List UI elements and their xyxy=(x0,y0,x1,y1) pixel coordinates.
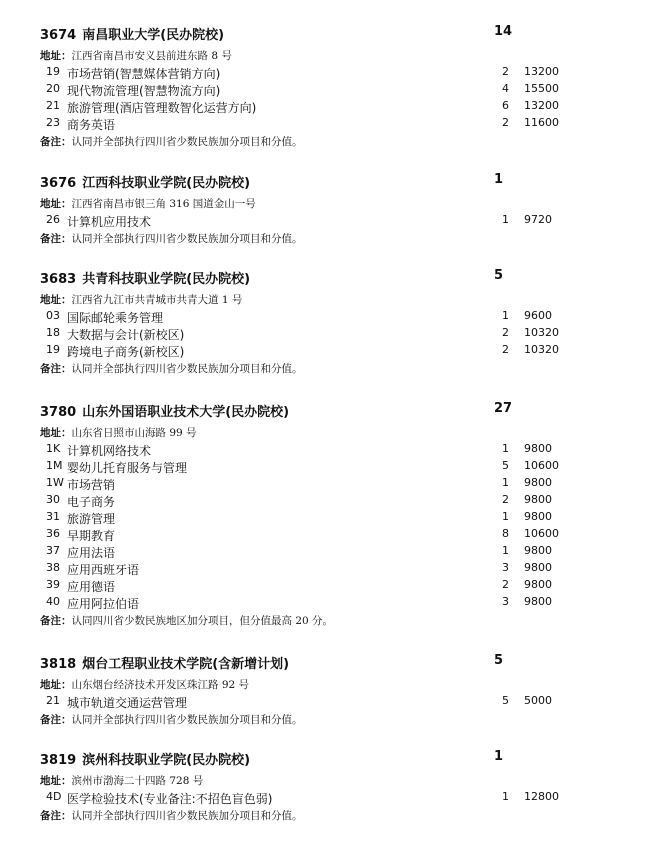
school-header xyxy=(40,401,289,419)
program-row xyxy=(0,459,663,476)
address-value: 山东烟台经济技术开发区珠江路 92 号 xyxy=(71,679,250,691)
program-row xyxy=(0,65,663,82)
school-code: 3819 xyxy=(40,753,77,768)
school-total: 5 xyxy=(494,268,504,283)
program-fee: 10320 xyxy=(524,326,559,339)
program-count: 6 xyxy=(502,99,509,112)
program-name: 市场营销(智慧媒体营销方向) xyxy=(67,67,221,81)
program-row xyxy=(0,595,663,612)
note-label: 备注： xyxy=(40,714,72,726)
program-code: 23 xyxy=(46,116,60,129)
program-code: 39 xyxy=(46,578,60,591)
program-name: 旅游管理 xyxy=(67,512,116,526)
note-label: 备注： xyxy=(40,136,72,148)
program-name: 跨境电子商务(新校区) xyxy=(67,345,185,359)
program-count: 1 xyxy=(502,309,509,322)
program-count: 3 xyxy=(502,595,509,608)
school-header xyxy=(40,24,224,42)
program-name: 城市轨道交通运营管理 xyxy=(67,696,188,710)
program-fee: 13200 xyxy=(524,65,559,78)
school-address xyxy=(40,425,197,440)
program-row xyxy=(0,493,663,510)
program-code: 21 xyxy=(46,99,60,112)
program-code: 19 xyxy=(46,65,60,78)
program-name: 应用德语 xyxy=(67,580,116,594)
program-count: 2 xyxy=(502,578,509,591)
program-fee: 9800 xyxy=(524,561,552,574)
school-code: 3676 xyxy=(40,176,77,191)
address-label: 地址： xyxy=(40,198,72,210)
program-name: 旅游管理(酒店管理数智化运营方向) xyxy=(67,101,257,115)
program-row xyxy=(0,213,663,230)
program-fee: 9800 xyxy=(524,578,552,591)
school-total: 14 xyxy=(494,24,513,39)
school-header xyxy=(40,653,289,671)
program-count: 1 xyxy=(502,476,509,489)
school-note xyxy=(40,134,303,149)
program-row xyxy=(0,790,663,807)
program-count: 8 xyxy=(502,527,509,540)
school-code: 3674 xyxy=(40,28,77,43)
address-label: 地址： xyxy=(40,775,72,787)
program-row xyxy=(0,99,663,116)
note-label: 备注： xyxy=(40,363,72,375)
program-code: 38 xyxy=(46,561,60,574)
note-value: 认同并全部执行四川省少数民族加分项目和分值。 xyxy=(71,363,303,375)
note-value: 认同并全部执行四川省少数民族加分项目和分值。 xyxy=(71,714,303,726)
program-name: 国际邮轮乘务管理 xyxy=(67,311,164,325)
school-note xyxy=(40,361,303,376)
program-name: 婴幼儿托育服务与管理 xyxy=(67,461,188,475)
program-name: 市场营销 xyxy=(67,478,116,492)
school-code: 3683 xyxy=(40,272,77,287)
program-row xyxy=(0,343,663,360)
school-address xyxy=(40,292,242,307)
program-name: 电子商务 xyxy=(67,495,116,509)
school-note xyxy=(40,712,303,727)
note-label: 备注： xyxy=(40,615,72,627)
school-name: 烟台工程职业技术学院(含新增计划) xyxy=(82,657,290,672)
program-count: 2 xyxy=(502,343,509,356)
address-value: 江西省九江市共青城市共青大道 1 号 xyxy=(71,294,243,306)
program-count: 5 xyxy=(502,694,509,707)
program-code: 03 xyxy=(46,309,60,322)
program-name: 大数据与会计(新校区) xyxy=(67,328,185,342)
program-code: 26 xyxy=(46,213,60,226)
school-total: 27 xyxy=(494,401,513,416)
program-fee: 13200 xyxy=(524,99,559,112)
note-label: 备注： xyxy=(40,810,72,822)
program-count: 1 xyxy=(502,790,509,803)
program-fee: 9800 xyxy=(524,476,552,489)
program-fee: 9800 xyxy=(524,442,552,455)
program-fee: 9800 xyxy=(524,595,552,608)
school-total: 1 xyxy=(494,749,504,764)
program-count: 4 xyxy=(502,82,509,95)
program-fee: 9720 xyxy=(524,213,552,226)
program-row xyxy=(0,578,663,595)
note-label: 备注： xyxy=(40,233,72,245)
program-code: 30 xyxy=(46,493,60,506)
program-code: 36 xyxy=(46,527,60,540)
school-header xyxy=(40,172,250,190)
school-total: 1 xyxy=(494,172,504,187)
address-label: 地址： xyxy=(40,427,72,439)
school-name: 滨州科技职业学院(民办院校) xyxy=(82,753,251,768)
note-value: 认同并全部执行四川省少数民族加分项目和分值。 xyxy=(71,233,303,245)
address-value: 滨州市渤海二十四路 728 号 xyxy=(71,775,204,787)
program-count: 2 xyxy=(502,116,509,129)
school-name: 江西科技职业学院(民办院校) xyxy=(82,176,251,191)
address-value: 山东省日照市山海路 99 号 xyxy=(71,427,197,439)
program-code: 19 xyxy=(46,343,60,356)
program-row xyxy=(0,326,663,343)
school-address xyxy=(40,48,232,63)
program-code: 4D xyxy=(46,790,62,803)
program-name: 应用西班牙语 xyxy=(67,563,140,577)
program-code: 1W xyxy=(46,476,64,489)
program-row xyxy=(0,544,663,561)
address-value: 江西省南昌市银三角 316 国道金山一号 xyxy=(71,198,256,210)
program-name: 应用阿拉伯语 xyxy=(67,597,140,611)
program-row xyxy=(0,442,663,459)
program-row xyxy=(0,476,663,493)
program-name: 医学检验技术(专业备注:不招色盲色弱) xyxy=(67,792,273,806)
school-total: 5 xyxy=(494,653,504,668)
program-code: 20 xyxy=(46,82,60,95)
program-code: 18 xyxy=(46,326,60,339)
school-note xyxy=(40,231,303,246)
program-fee: 9800 xyxy=(524,510,552,523)
school-header xyxy=(40,749,250,767)
address-label: 地址： xyxy=(40,294,72,306)
school-code: 3780 xyxy=(40,405,77,420)
school-note xyxy=(40,613,333,628)
program-fee: 11600 xyxy=(524,116,559,129)
note-value: 认同并全部执行四川省少数民族加分项目和分值。 xyxy=(71,136,303,148)
program-name: 应用法语 xyxy=(67,546,116,560)
program-count: 1 xyxy=(502,510,509,523)
address-value: 江西省南昌市安义县前进东路 8 号 xyxy=(71,50,232,62)
program-code: 1M xyxy=(46,459,63,472)
program-code: 40 xyxy=(46,595,60,608)
program-row xyxy=(0,82,663,99)
program-row xyxy=(0,116,663,133)
program-code: 21 xyxy=(46,694,60,707)
address-label: 地址： xyxy=(40,679,72,691)
program-code: 1K xyxy=(46,442,61,455)
school-name: 南昌职业大学(民办院校) xyxy=(82,28,225,43)
program-count: 1 xyxy=(502,442,509,455)
school-code: 3818 xyxy=(40,657,77,672)
program-count: 2 xyxy=(502,65,509,78)
school-address xyxy=(40,773,203,788)
program-row xyxy=(0,561,663,578)
school-address xyxy=(40,677,249,692)
note-value: 认同并全部执行四川省少数民族加分项目和分值。 xyxy=(71,810,303,822)
program-fee: 9800 xyxy=(524,544,552,557)
program-fee: 9800 xyxy=(524,493,552,506)
school-note xyxy=(40,808,303,823)
program-fee: 15500 xyxy=(524,82,559,95)
program-fee: 12800 xyxy=(524,790,559,803)
program-fee: 9600 xyxy=(524,309,552,322)
school-header xyxy=(40,268,250,286)
program-fee: 10600 xyxy=(524,527,559,540)
address-label: 地址： xyxy=(40,50,72,62)
program-count: 3 xyxy=(502,561,509,574)
program-count: 2 xyxy=(502,326,509,339)
school-name: 共青科技职业学院(民办院校) xyxy=(82,272,251,287)
program-count: 1 xyxy=(502,544,509,557)
program-row xyxy=(0,694,663,711)
program-row xyxy=(0,309,663,326)
program-count: 2 xyxy=(502,493,509,506)
program-row xyxy=(0,527,663,544)
program-name: 计算机网络技术 xyxy=(67,444,152,458)
program-fee: 10320 xyxy=(524,343,559,356)
program-name: 早期教育 xyxy=(67,529,116,543)
program-name: 计算机应用技术 xyxy=(67,215,152,229)
program-code: 31 xyxy=(46,510,60,523)
program-fee: 5000 xyxy=(524,694,552,707)
program-fee: 10600 xyxy=(524,459,559,472)
program-row xyxy=(0,510,663,527)
program-name: 商务英语 xyxy=(67,118,116,132)
note-value: 认同四川省少数民族地区加分项目，但分值最高 20 分。 xyxy=(71,615,334,627)
program-code: 37 xyxy=(46,544,60,557)
program-count: 5 xyxy=(502,459,509,472)
school-name: 山东外国语职业技术大学(民办院校) xyxy=(82,405,290,420)
program-name: 现代物流管理(智慧物流方向) xyxy=(67,84,221,98)
school-address xyxy=(40,196,256,211)
program-count: 1 xyxy=(502,213,509,226)
